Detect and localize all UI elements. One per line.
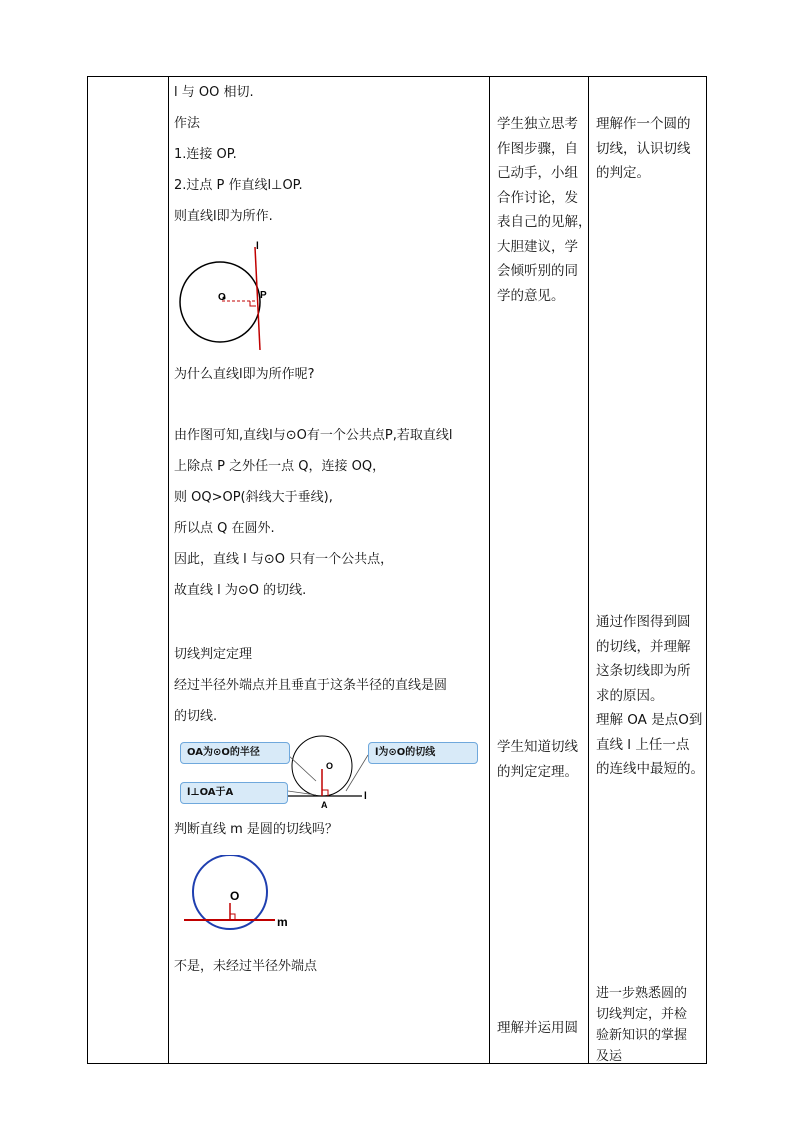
content-line-tangent: l 与 OO 相切. xyxy=(174,85,254,100)
label-l: l xyxy=(256,241,259,252)
column-divider-2 xyxy=(489,77,490,1063)
right-angle-mark xyxy=(250,301,256,306)
pointer-2 xyxy=(288,791,316,795)
callout-tangent: l为⊙O的切线 xyxy=(368,742,478,764)
label-o-3: O xyxy=(230,889,240,903)
label-m: m xyxy=(277,915,288,929)
proof-line-5: 因此，直线 l 与⊙O 只有一个公共点， xyxy=(174,552,394,567)
label-l-2: l xyxy=(364,791,367,802)
proof-line-4: 所以点 Q 在圆外. xyxy=(174,521,275,536)
label-a: A xyxy=(321,800,328,810)
column-divider-1 xyxy=(168,77,169,1063)
label-p: P xyxy=(260,290,267,301)
student-activity-block-3: 理解并运用圆 xyxy=(497,1020,578,1036)
figure-line-m xyxy=(180,855,300,935)
proof-line-3: 则 OQ>OP(斜线大于垂线), xyxy=(174,490,333,505)
callout-perpendicular: l⊥OA于A xyxy=(180,782,288,804)
callout-radius: OA为⊙O的半径 xyxy=(180,742,290,764)
theorem-text-2: 的切线. xyxy=(174,709,218,724)
proof-line-1: 由作图可知,直线l与⊙O有一个公共点P,若取直线l xyxy=(174,428,453,443)
label-o-2: O xyxy=(326,761,334,771)
method-conclusion: 则直线l即为所作. xyxy=(174,209,273,224)
theorem-text-1: 经过半径外端点并且垂直于这条半径的直线是圆 xyxy=(174,678,448,693)
student-activity-block-2: 学生知道切线 的判定定理。 xyxy=(497,739,578,780)
student-activity-block-1: 学生独立思考 作图步骤，自 己动手，小组 合作讨论，发 表自己的见解， 大胆建议，学 会倾听别的同 学的意见。 xyxy=(497,116,592,304)
theorem-title: 切线判定定理 xyxy=(174,647,253,662)
design-intent-block-2: 通过作图得到圆 的切线，并理解 这条切线即为所 求的原因。 理解 OA 是点O到 直线 l 上任一点 的连线中最短的。 xyxy=(596,614,704,777)
figure-circle-tangent-p xyxy=(170,235,290,360)
design-intent-block-3: 进一步熟悉圆的 切线判定，并检 验新知识的掌握 及运 xyxy=(596,986,688,1064)
question-line-m: 判断直线 m 是圆的切线吗？ xyxy=(174,822,338,837)
method-heading: 作法 xyxy=(174,116,201,131)
proof-line-6: 故直线 l 为⊙O 的切线. xyxy=(174,583,307,598)
method-step-1: 1.连接 OP. xyxy=(174,147,237,162)
pointer-3 xyxy=(346,755,368,791)
answer-not-tangent: 不是，未经过半径外端点 xyxy=(174,959,318,974)
question-why: 为什么直线l即为所作呢? xyxy=(174,367,315,382)
method-step-2: 2.过点 P 作直线l⊥OP. xyxy=(174,178,303,193)
proof-line-2: 上除点 P 之外任一点 Q，连接 OQ， xyxy=(174,459,386,474)
label-o: O xyxy=(218,292,226,303)
design-intent-block-1: 理解作一个圆的 切线，认识切线 的判定。 xyxy=(596,116,691,181)
